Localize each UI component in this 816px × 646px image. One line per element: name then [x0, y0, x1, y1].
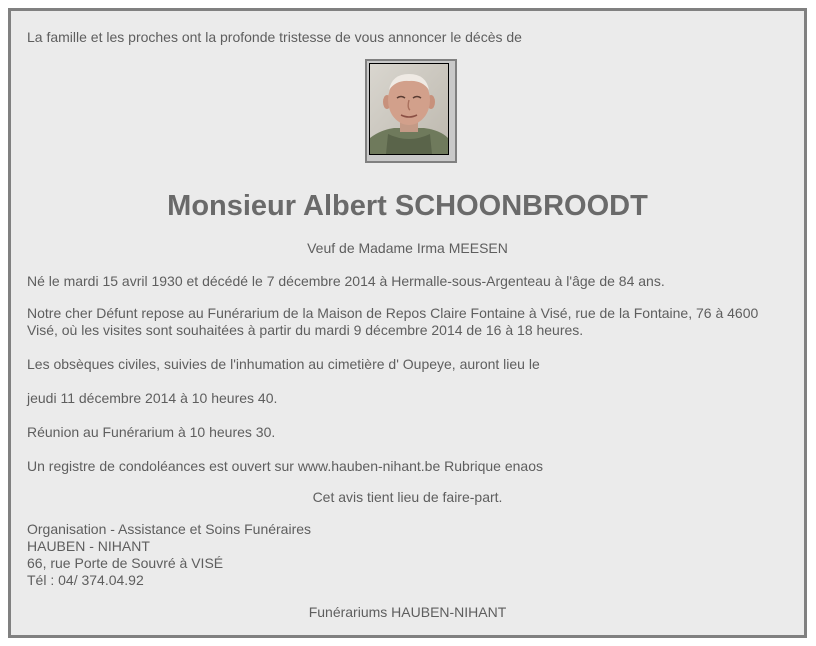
footer-text: Funérariums HAUBEN-NIHANT	[308, 604, 507, 620]
deceased-name: Monsieur Albert SCHOONBROODT	[167, 190, 648, 222]
organisation-block	[27, 521, 788, 589]
birth-death-text: Né le mardi 15 avril 1930 et décédé le 7 décembre 2014 à Hermalle-sous-Argenteau à l'âge de 84 ans.	[27, 273, 665, 289]
portrait-frame	[365, 59, 457, 163]
organisation-line-1: Organisation - Assistance et Soins Funéraires	[27, 521, 312, 537]
funeral-text: Les obsèques civiles, suivies de l'inhumation au cimetière d' Oupeye, auront lieu le	[27, 356, 540, 372]
notice-text: Cet avis tient lieu de faire-part.	[312, 489, 503, 505]
widow-text: Veuf de Madame Irma MEESEN	[307, 240, 508, 256]
organisation-line-4: Tél : 04/ 374.04.92	[27, 572, 144, 588]
meeting-text: Réunion au Funérarium à 10 heures 30.	[27, 424, 276, 440]
organisation-line-3: 66, rue Porte de Souvré à VISÉ	[27, 555, 224, 571]
rests-text: Notre cher Défunt repose au Funérarium de la Maison de Repos Claire Fontaine à Visé, rue de la Fontaine, 76 à 4600 Visé, où les visites sont souhaitées à partir du mardi 9 décembre 2014 de 16 à 18 heures.	[27, 305, 759, 338]
intro-text: La famille et les proches ont la profonde tristesse de vous annoncer le décès de	[27, 29, 522, 45]
organisation-line-2: HAUBEN - NIHANT	[27, 538, 150, 554]
register-text: Un registre de condoléances est ouvert sur www.hauben-nihant.be Rubrique enaos	[27, 458, 543, 474]
obituary-card	[8, 8, 807, 638]
funeral-date-text: jeudi 11 décembre 2014 à 10 heures 40.	[27, 390, 278, 406]
portrait-photo	[369, 63, 449, 155]
